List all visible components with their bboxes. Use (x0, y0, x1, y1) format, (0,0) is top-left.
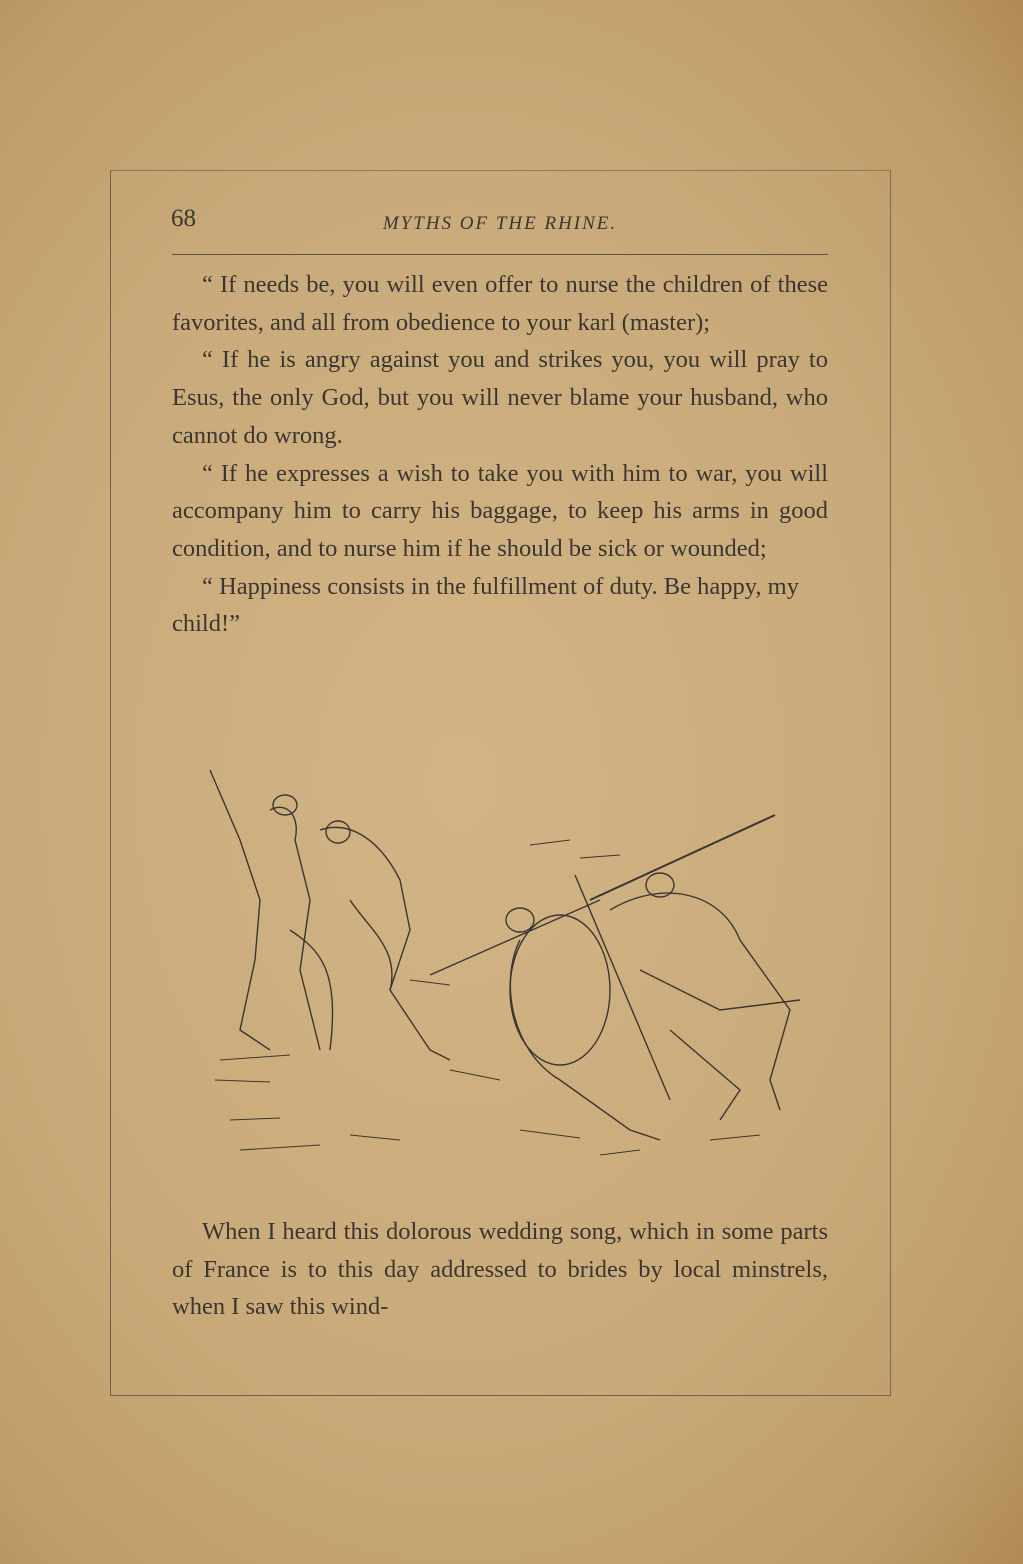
body-text-top (172, 266, 828, 643)
header-rule (172, 254, 828, 255)
ground-strokes (215, 840, 760, 1155)
page-number: 68 (171, 205, 196, 232)
warrior-figures-left (210, 770, 450, 1060)
warrior-figures-right (430, 815, 800, 1140)
paragraph: “ Happiness consists in the fulfillment of duty. Be happy, my child!” (172, 572, 799, 638)
paragraph: “ If he expresses a wish to take you with him to war, you will accompany him to carry his baggage, to keep his arms in good condition, and to nurse him if he should be sick or wounded; (172, 459, 828, 562)
body-text-bottom (172, 1213, 828, 1326)
paragraph: When I heard this dolorous wedding song, which in some parts of France is to this day addressed to brides by local minstrels, when I saw this wind- (172, 1218, 828, 1321)
running-title: MYTHS OF THE RHINE. (382, 213, 618, 234)
paragraph: “ If he is angry against you and strikes you, you will pray to Esus, the only God, but you will never blame your husband, who cannot do wrong. (172, 346, 828, 449)
paragraph: “ If needs be, you will even offer to nurse the children of these favorites, and all from obedience to your karl (master); (172, 271, 828, 336)
illustration-battle-scene (200, 750, 810, 1170)
